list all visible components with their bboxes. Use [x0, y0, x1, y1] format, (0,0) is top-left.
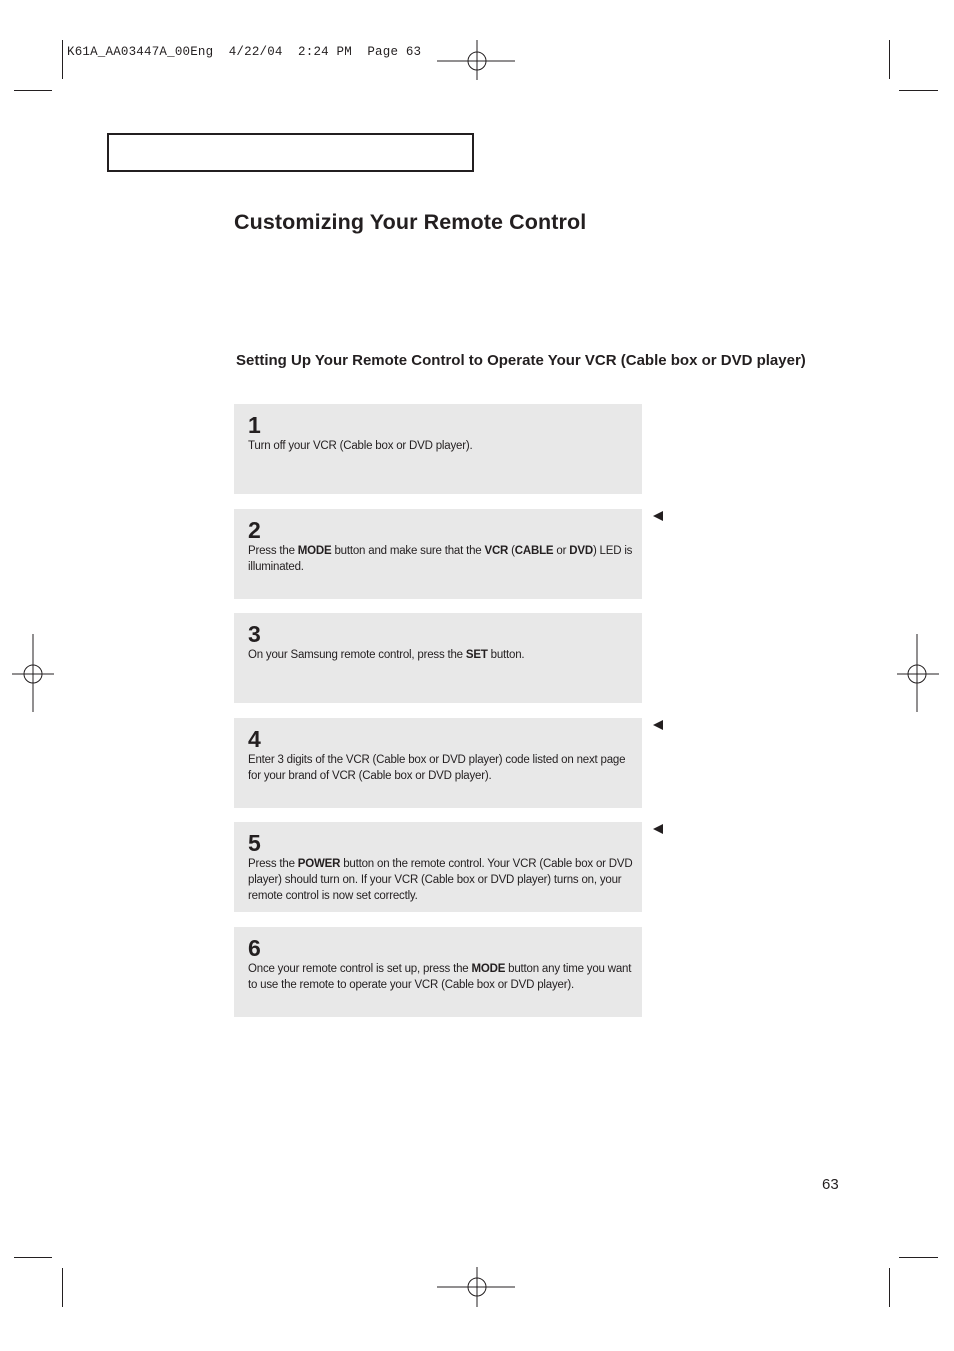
step-text-run: button.: [487, 649, 525, 661]
step-number: 3: [248, 621, 261, 647]
left-arrow-icon: [653, 720, 663, 730]
page-title: Customizing Your Remote Control: [234, 210, 587, 234]
step-text: [248, 438, 636, 454]
section-heading: Setting Up Your Remote Control to Operate Your VCR (Cable box or DVD player): [236, 352, 806, 369]
step-text: [248, 543, 636, 575]
step-box: [234, 718, 642, 808]
step-text-bold: MODE: [471, 963, 506, 975]
step-text-bold: POWER: [297, 858, 341, 870]
step-number: 6: [248, 935, 261, 961]
step-text: [248, 647, 636, 663]
print-slug: K61A_AA03447A_00Eng 4/22/04 2:24 PM Page 63: [67, 45, 422, 59]
crop-mark: [899, 90, 938, 91]
step-text: [248, 961, 636, 993]
registration-mark-bottom: [437, 1267, 517, 1311]
registration-mark-right: [897, 634, 941, 714]
step-text-run: Once your remote control is set up, press the: [248, 963, 472, 975]
step-number: 5: [248, 830, 261, 856]
step-number: 4: [248, 726, 261, 752]
crop-mark: [14, 1257, 52, 1258]
step-text-run: Turn off your VCR (Cable box or DVD player).: [248, 440, 473, 452]
step-box: [234, 822, 642, 912]
step-number: 2: [248, 517, 261, 543]
page-number: 63: [822, 1176, 839, 1193]
step-text-run: ) LED is illuminated.: [248, 545, 633, 573]
registration-mark-left: [12, 634, 56, 714]
step-text-bold: SET: [465, 649, 488, 661]
step-text: [248, 856, 636, 904]
step-text: [248, 752, 636, 784]
step-text-bold: VCR: [484, 545, 509, 557]
crop-mark: [62, 1268, 63, 1307]
step-box: [234, 509, 642, 599]
step-text-run: On your Samsung remote control, press the: [248, 649, 466, 661]
chapter-header-box: [107, 133, 474, 172]
registration-mark-top: [437, 40, 517, 84]
step-text-run: Press the: [248, 858, 298, 870]
step-text-bold: MODE: [297, 545, 332, 557]
step-text-run: (: [508, 545, 515, 557]
crop-mark: [889, 40, 890, 79]
crop-mark: [889, 1268, 890, 1307]
step-box: [234, 927, 642, 1017]
crop-mark: [62, 40, 63, 79]
step-text-run: Enter 3 digits of the VCR (Cable box or DVD player) code listed on next page for your brand of VCR (Cable box or DVD player).: [248, 754, 626, 782]
crop-mark: [14, 90, 52, 91]
step-text-run: button on the remote control. Your VCR (Cable box or DVD player) should turn on. If your VCR (Cable box or DVD player) turns on, your remote control is now set correctly.: [248, 858, 633, 902]
step-text-run: or: [553, 545, 570, 557]
step-text-run: button any time you want to use the remote to operate your VCR (Cable box or DVD player).: [248, 963, 632, 991]
step-box: [234, 613, 642, 703]
step-text-bold: DVD: [569, 545, 593, 557]
left-arrow-icon: [653, 824, 663, 834]
step-text-run: button and make sure that the: [331, 545, 485, 557]
step-number: 1: [248, 412, 261, 438]
step-text-bold: CABLE: [514, 545, 554, 557]
crop-mark: [899, 1257, 938, 1258]
left-arrow-icon: [653, 511, 663, 521]
step-box: [234, 404, 642, 494]
step-text-run: Press the: [248, 545, 298, 557]
